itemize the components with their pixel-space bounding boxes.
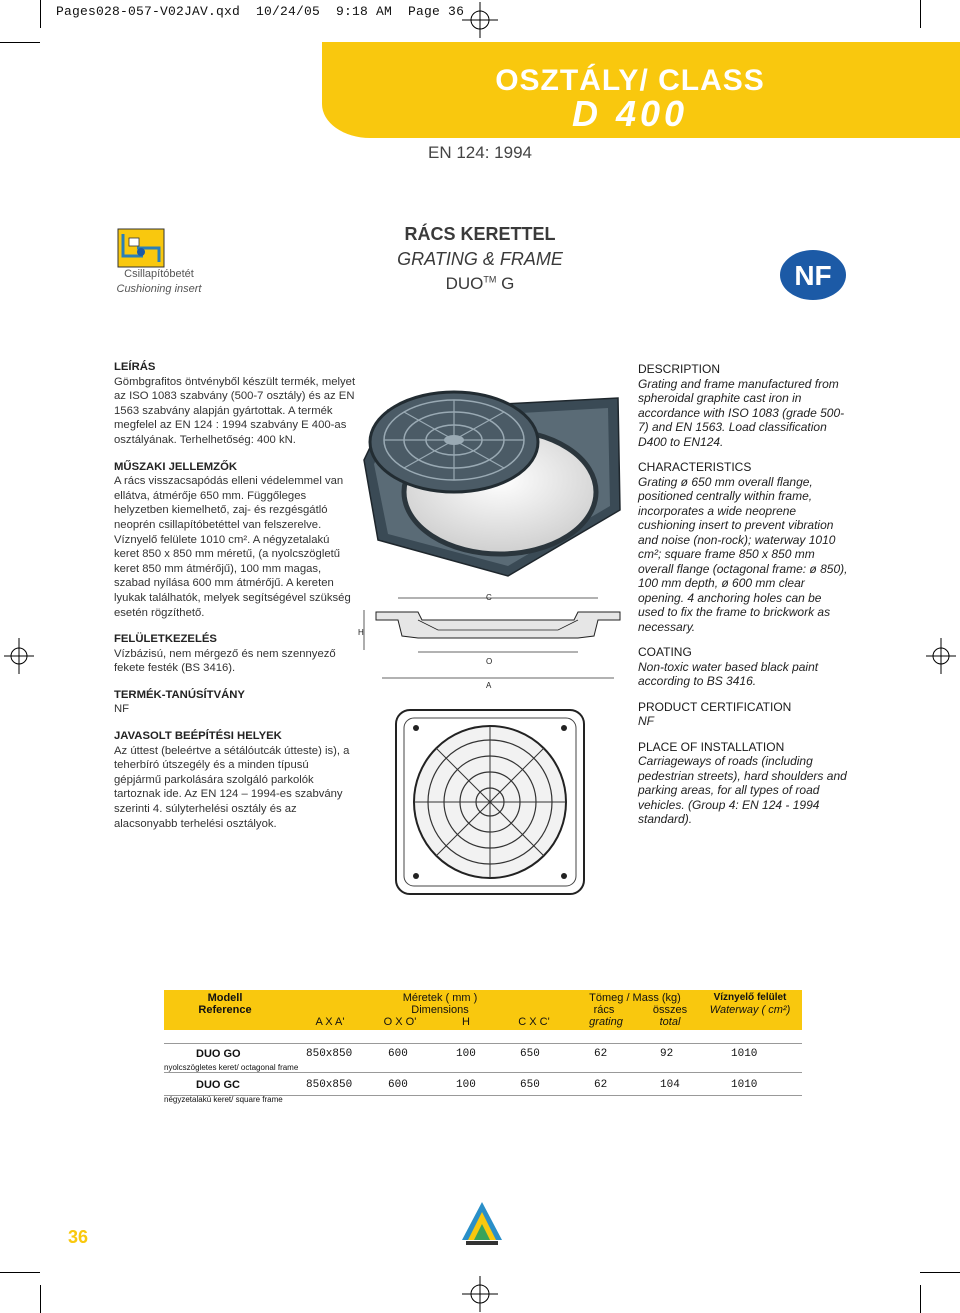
right-text: NF <box>638 714 654 728</box>
crop-mark <box>40 0 41 28</box>
th-mass: Tömeg / Mass (kg) <box>589 992 681 1004</box>
row-grating: 62 <box>594 1048 608 1060</box>
right-text: Grating ø 650 mm overall flange, positioned centrally within frame, incorporates a wide neoprene cushioning insert to prevent vibration and noise (non-rock); waterway 1010 cm²; square frame 850 x 850 mm overall flange (octagonal frame: ø 850), 100 mm depth, ø 600 mm clear opening. 4 anchoring holes can be used to fix the frame to brickwork as necessary. <box>638 474 848 634</box>
th-racs: rács <box>593 1004 615 1016</box>
crop-mark <box>0 42 40 43</box>
row-axa: 850x850 <box>306 1048 353 1060</box>
crop-mark <box>40 1285 41 1313</box>
hungarian-description <box>114 360 356 831</box>
right-text: Grating and frame manufactured from spheroidal graphite cast iron in accordance with ISO 1083 (grade 500-7) and EN 1563. Load classification D400 to EN124. <box>638 376 845 449</box>
row-oxo: 600 <box>388 1079 408 1091</box>
right-heading: PLACE OF INSTALLATION <box>638 739 785 754</box>
dim-label-a: A <box>486 681 492 690</box>
registration-mark-bottom <box>462 1276 498 1312</box>
th-oxo: O X O' <box>383 1016 417 1028</box>
product-title-en: GRATING & FRAME <box>397 249 563 269</box>
left-heading: LEÍRÁS <box>114 361 156 373</box>
product-photo <box>358 380 624 578</box>
company-logo <box>460 1200 504 1248</box>
page-number: 36 <box>68 1227 89 1247</box>
th-dims-hu: Méretek ( mm ) <box>402 992 478 1004</box>
registration-mark-left <box>4 638 34 674</box>
left-heading: JAVASOLT BEÉPÍTÉSI HELYEK <box>114 730 282 743</box>
right-heading: DESCRIPTION <box>638 362 721 376</box>
class-code: D 400 <box>571 93 689 134</box>
left-heading: MŰSZAKI JELLEMZŐK <box>114 460 238 473</box>
right-heading: COATING <box>638 645 692 659</box>
product-title-hu: RÁCS KERETTEL <box>404 224 556 244</box>
left-text: Gömbgrafitos öntvényből készült termék, melyet az ISO 1083 szabvány (500-7 osztály) és az EN 1563 szabvány alapján gyártottak. A termék megfelel az EN 124 : 1994 szabvány E 400-as osztályának. Terhelhetőség: 400 kN. <box>114 375 356 446</box>
left-text: Vízbázisú, nem mérgező és nem szennyező fekete festék (BS 3416). <box>114 647 336 675</box>
cushioning-insert-icon <box>117 228 165 268</box>
right-text: Carriageways of roads (including pedestrian streets), hard shoulders and parking areas, for all types of road vehicles. (Group 4: EN 124 - 1994 standard). <box>638 754 847 826</box>
class-title: OSZTÁLY/ CLASS <box>495 64 765 97</box>
row-grating: 62 <box>594 1079 608 1091</box>
crop-mark <box>920 1285 921 1313</box>
row-h: 100 <box>456 1048 476 1060</box>
english-description <box>638 362 850 827</box>
left-text: Az úttest (beleértve a sétálóutcák útteste) is), a teherbíró útszegély és a minden típusú gépjármű parkolására szolgáló parkolók tartoznak ide. Az EN 124 – 1994-es szabvány szerinti 4. súlyterhelési osztály és az alacsonyabb terhelési osztályok. <box>114 744 350 830</box>
print-slug: Pages028-057-V02JAV.qxd 10/24/05 9:18 AM Page 36 <box>56 4 465 19</box>
left-text: NF <box>114 703 130 716</box>
th-total: total <box>659 1016 681 1028</box>
right-heading: CHARACTERISTICS <box>638 460 752 474</box>
th-waterway-en: Waterway ( cm²) <box>709 1004 791 1016</box>
row-waterway: 1010 <box>731 1048 758 1060</box>
dim-label-o: O <box>486 657 493 666</box>
crop-mark <box>920 1272 960 1273</box>
row-model: DUO GC <box>196 1079 240 1091</box>
row-total: 92 <box>660 1048 674 1060</box>
cushion-label-hu: Csillapítóbetét <box>124 268 194 280</box>
table-rule <box>164 1072 802 1073</box>
trademark: TM <box>483 274 497 285</box>
table-rule <box>164 1043 802 1044</box>
product-model <box>330 274 630 294</box>
th-model-en: Reference <box>198 1004 252 1016</box>
standard-label: EN 124: 1994 <box>428 143 532 162</box>
dim-label-h: H <box>358 628 364 637</box>
row-sub: négyzetalakú keret/ square frame <box>164 1095 283 1104</box>
registration-mark-right <box>926 638 956 674</box>
crop-mark <box>0 1272 40 1273</box>
row-sub: nyolcszögletes keret/ octagonal frame <box>164 1063 299 1072</box>
model-suffix: G <box>496 274 515 293</box>
model-name: DUO <box>445 274 484 293</box>
th-dims-en: Dimensions <box>411 1004 469 1016</box>
row-h: 100 <box>456 1079 476 1091</box>
cushion-label-en: Cushioning insert <box>116 283 202 295</box>
left-heading: TERMÉK-TANÚSÍTVÁNY <box>114 688 245 701</box>
dim-label-c: C <box>486 593 492 602</box>
row-waterway: 1010 <box>731 1079 758 1091</box>
nf-logo-text: NF <box>794 260 832 291</box>
right-heading: PRODUCT CERTIFICATION <box>638 699 792 714</box>
registration-mark-top <box>462 2 498 38</box>
top-view-drawing <box>394 708 586 896</box>
th-model-hu: Modell <box>207 992 243 1004</box>
th-h: H <box>462 1016 470 1028</box>
row-oxo: 600 <box>388 1048 408 1060</box>
left-text: A rács visszacsapódás elleni védelemmel van ellátva, átmérője 650 mm. Függőleges helyzetben kiemelhető, zaj- és rezgésgátló neoprén csillapítóbetéttel van felszerelve. Víznyelő felülete 1010 cm². A négyzetalakú keret 850 x 850 mm méretű, (a nyolcszögletű keret 850 mm átmérőjű), 100 mm magas, szabad nyílása 600 mm átmérőjű. A kereten lyukak találhatók, melyek segítségével szükség esetén rögzíthető. <box>114 475 351 619</box>
th-osszes: összes <box>652 1004 688 1016</box>
section-drawing <box>358 590 630 692</box>
nf-logo <box>779 249 847 301</box>
th-waterway-hu: Víznyelő felület <box>713 992 787 1003</box>
th-axa: A X A' <box>315 1016 345 1028</box>
row-axa: 850x850 <box>306 1079 353 1091</box>
th-grating: grating <box>589 1016 623 1028</box>
row-cxc: 650 <box>520 1048 540 1060</box>
row-model: DUO GO <box>196 1048 241 1060</box>
row-total: 104 <box>660 1079 680 1091</box>
th-cxc: C X C' <box>518 1016 550 1028</box>
crop-mark <box>920 0 921 28</box>
left-heading: FELÜLETKEZELÉS <box>114 633 217 646</box>
row-cxc: 650 <box>520 1079 540 1091</box>
right-text: Non-toxic water based black paint according to BS 3416. <box>638 659 819 688</box>
